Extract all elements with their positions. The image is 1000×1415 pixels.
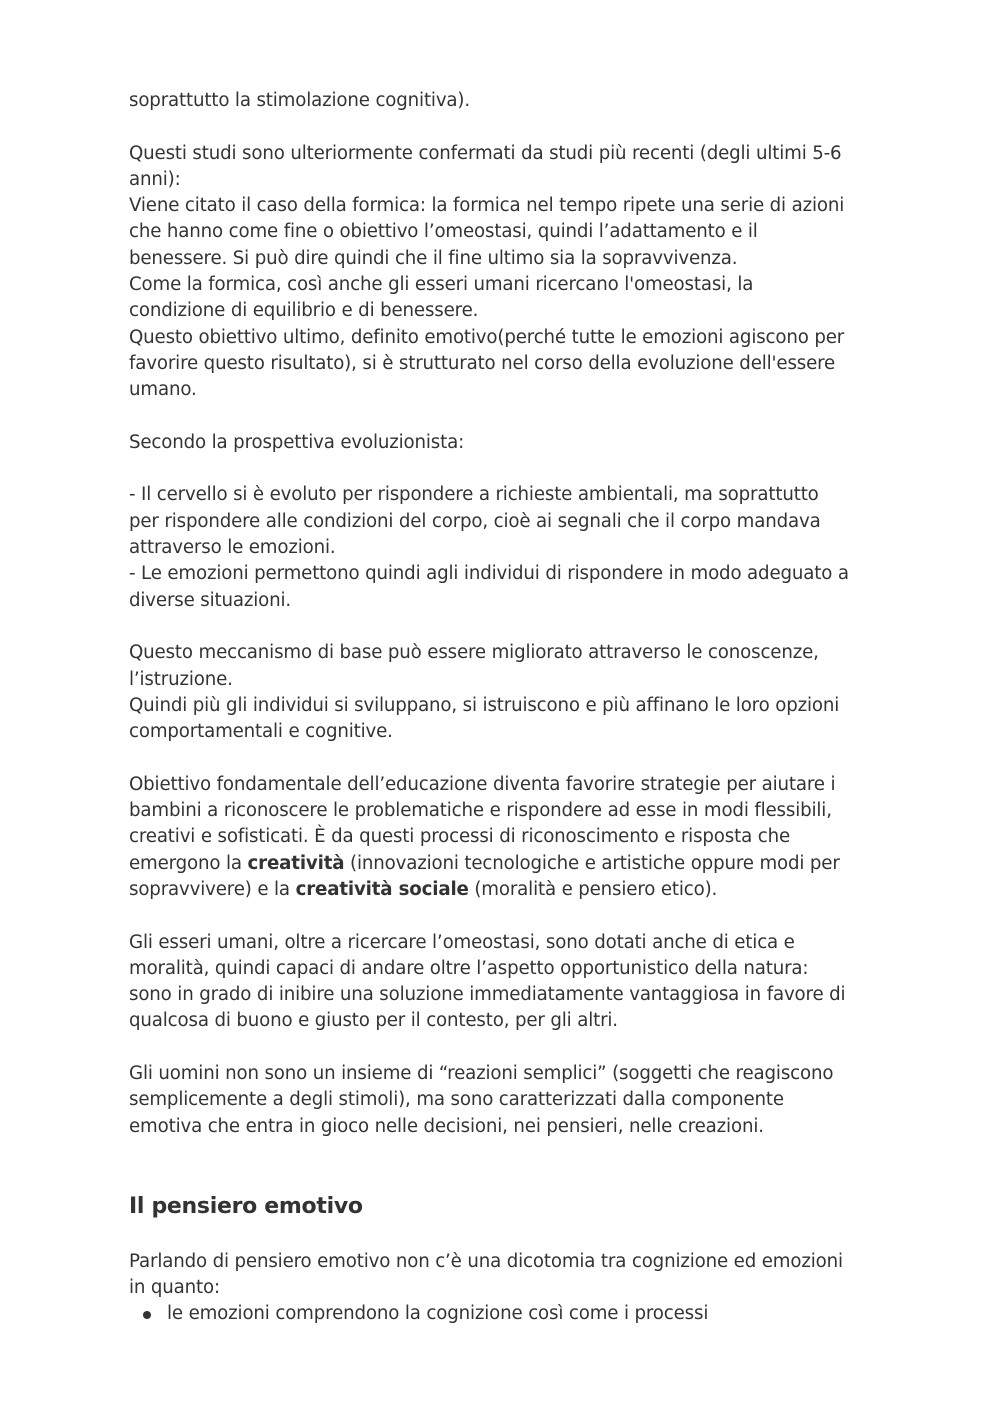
paragraph-2 <box>129 141 879 404</box>
text-fragment: emergono la <box>129 852 248 874</box>
bold-term-creativita: creatività <box>247 852 345 874</box>
text-line: diverse situazioni. <box>129 589 292 611</box>
text-line: che hanno come fine o obiettivo l’omeostasi, quindi l’adattamento e il <box>129 221 758 243</box>
text-line: Viene citato il caso della formica: la formica nel tempo ripete una serie di azioni <box>129 195 845 217</box>
text-line: condizione di equilibrio e di benessere. <box>129 300 479 322</box>
list-item-text: le emozioni comprendono la cognizione così come i processi <box>167 1303 709 1325</box>
text-line: l’istruzione. <box>129 668 233 690</box>
paragraph-6 <box>129 772 879 903</box>
text-line: umano. <box>129 379 197 401</box>
text-line: Questo obiettivo ultimo, definito emotivo(perché tutte le emozioni agiscono per <box>129 326 845 348</box>
paragraph-7 <box>129 930 879 1035</box>
text-line: Quindi più gli individui si sviluppano, si istruiscono e più affinano le loro opzioni <box>129 694 840 716</box>
text-line: emotiva che entra in gioco nelle decisioni, nei pensieri, nelle creazioni. <box>129 1115 764 1137</box>
bold-term-creativita-sociale: creatività sociale <box>295 878 469 900</box>
paragraph-8 <box>129 1061 879 1140</box>
text-line <box>129 851 879 877</box>
text-line: benessere. Si può dire quindi che il fine ultimo sia la sopravvivenza. <box>129 247 738 269</box>
paragraph-4 <box>129 482 879 613</box>
text-fragment: (moralità e pensiero etico). <box>468 878 718 900</box>
text-line: Come la formica, così anche gli esseri umani ricercano l'omeostasi, la <box>129 274 754 296</box>
paragraph-3 <box>129 430 879 456</box>
text-line: Obiettivo fondamentale dell’educazione diventa favorire strategie per aiutare i <box>129 773 836 795</box>
text-line: moralità, quindi capaci di andare oltre l’aspetto opportunistico della natura: <box>129 957 809 979</box>
text-line: Gli esseri umani, oltre a ricercare l’omeostasi, sono dotati anche di etica e <box>129 931 795 953</box>
text-line: Secondo la prospettiva evoluzionista: <box>129 431 465 453</box>
section-heading: Il pensiero emotivo <box>129 1193 363 1219</box>
text-line <box>129 877 879 903</box>
text-line: Gli uomini non sono un insieme di “reazioni semplici” (soggetti che reagiscono <box>129 1062 834 1084</box>
text-line: sono in grado di inibire una soluzione immediatamente vantaggiosa in favore di <box>129 984 846 1006</box>
text-line: creativi e sofisticati. È da questi processi di riconoscimento e risposta che <box>129 826 790 848</box>
text-line: comportamentali e cognitive. <box>129 721 393 743</box>
text-line: qualcosa di buono e giusto per il contesto, per gli altri. <box>129 1010 618 1032</box>
text-line: - Il cervello si è evoluto per rispondere a richieste ambientali, ma soprattutto <box>129 484 819 506</box>
bullet-dot-icon <box>143 1311 151 1319</box>
text-line: soprattutto la stimolazione cognitiva). <box>129 90 471 111</box>
text-line: anni): <box>129 168 181 190</box>
text-fragment: sopravvivere) e la <box>129 878 296 900</box>
section-intro <box>129 1249 879 1302</box>
text-fragment: (innovazioni tecnologiche e artistiche oppure modi per <box>344 852 840 874</box>
document-page <box>129 88 879 1328</box>
list-item <box>129 1301 879 1327</box>
text-line: Questo meccanismo di base può essere migliorato attraverso le conoscenze, <box>129 642 819 664</box>
text-line: Questi studi sono ulteriormente confermati da studi più recenti (degli ultimi 5-6 <box>129 142 842 164</box>
text-line: - Le emozioni permettono quindi agli individui di rispondere in modo adeguato a <box>129 563 849 585</box>
paragraph-1 <box>129 88 879 114</box>
text-line: bambini a riconoscere le problematiche e rispondere ad esse in modi flessibili, <box>129 800 832 822</box>
text-line: in quanto: <box>129 1277 220 1299</box>
text-line: per rispondere alle condizioni del corpo, cioè ai segnali che il corpo mandava <box>129 510 821 532</box>
text-line: favorire questo risultato), si è strutturato nel corso della evoluzione dell'essere <box>129 352 836 374</box>
bullet-list <box>129 1301 879 1327</box>
paragraph-5 <box>129 640 879 745</box>
text-line: Parlando di pensiero emotivo non c’è una dicotomia tra cognizione ed emozioni <box>129 1250 843 1272</box>
text-line: semplicemente a degli stimoli), ma sono caratterizzati dalla componente <box>129 1089 784 1111</box>
text-line: attraverso le emozioni. <box>129 537 336 559</box>
